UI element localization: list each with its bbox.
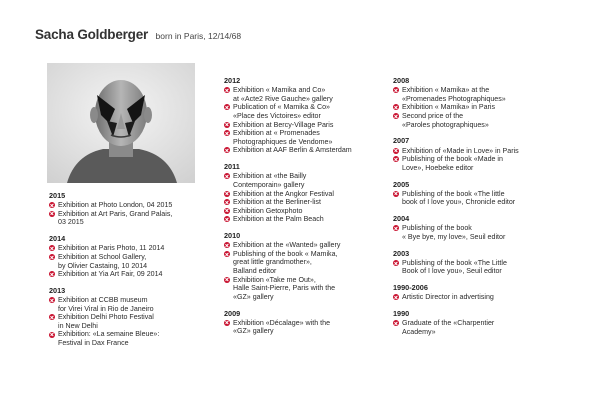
year-section <box>393 250 568 276</box>
item-text: Publication of « Mamika & Co» <box>233 103 330 112</box>
item-text: Publishing of the book « Mamika, <box>233 249 338 258</box>
red-x-circle-icon <box>49 202 55 208</box>
red-x-circle-icon <box>224 104 230 110</box>
timeline-item <box>224 103 384 120</box>
item-text: Second price of the <box>402 111 464 120</box>
item-text: «GZ» gallery <box>233 292 274 301</box>
timeline-item <box>49 201 219 210</box>
red-x-circle-icon <box>393 87 399 93</box>
item-text: Exhibition at School Gallery, <box>58 252 147 261</box>
year-heading: 2014 <box>49 234 66 244</box>
year-heading: 2005 <box>393 179 410 189</box>
year-section <box>49 287 219 348</box>
artist-name: Sacha Goldberger <box>35 27 149 42</box>
red-x-circle-icon <box>393 225 399 231</box>
item-text: Artistic Director in advertising <box>402 293 494 302</box>
red-x-circle-icon <box>49 211 55 217</box>
year-section <box>224 77 384 155</box>
timeline-item <box>224 121 384 130</box>
item-text: Exhibition at « Promenades <box>233 129 320 138</box>
timeline-item <box>393 224 568 241</box>
red-x-circle-icon <box>224 191 230 197</box>
timeline-item <box>224 241 384 250</box>
red-x-circle-icon <box>49 297 55 303</box>
item-text: Publishing of the book «The little <box>402 189 505 198</box>
timeline-item <box>393 155 568 172</box>
red-x-circle-icon <box>49 254 55 260</box>
item-text: «Paroles photographiques» <box>402 120 489 129</box>
item-text: Halle Saint-Pierre, Paris with the <box>233 284 336 293</box>
year-section <box>224 310 384 336</box>
red-x-circle-icon <box>49 271 55 277</box>
year-heading: 1990-2006 <box>393 283 428 293</box>
red-x-circle-icon <box>224 320 230 326</box>
red-x-circle-icon <box>224 122 230 128</box>
timeline-item <box>393 293 568 302</box>
bio-column-3 <box>393 77 568 345</box>
red-x-circle-icon <box>393 113 399 119</box>
timeline-item <box>49 296 219 313</box>
item-text: «GZ» gallery <box>233 327 274 336</box>
year-heading: 2015 <box>49 191 66 200</box>
bio-column-2 <box>224 77 384 344</box>
red-x-circle-icon <box>393 148 399 154</box>
item-text: for Virei Viral in Rio de Janeiro <box>58 304 154 313</box>
item-text: book of I love you», Chronicle editor <box>402 198 516 207</box>
year-heading: 2012 <box>224 76 241 85</box>
item-text: Exhibition at Photo London, 04 2015 <box>58 201 173 210</box>
year-heading: 2008 <box>393 76 410 85</box>
year-section <box>49 235 219 279</box>
item-text: «Promenades Photographiques» <box>402 94 506 103</box>
item-text: Publishing of the book «Made in <box>402 155 503 164</box>
timeline-item <box>49 330 219 347</box>
item-text: Publishing of the book <box>402 224 472 233</box>
year-heading: 2003 <box>393 248 410 258</box>
item-text: Exhibition at the «Wanted» gallery <box>233 241 341 250</box>
red-x-circle-icon <box>393 260 399 266</box>
portrait-photo <box>47 63 195 183</box>
item-text: Publishing of the book «The Little <box>402 258 507 267</box>
item-text: Graduate of the «Charpentier <box>402 319 495 328</box>
red-x-circle-icon <box>224 199 230 205</box>
timeline-item <box>393 319 568 336</box>
item-text: 03 2015 <box>58 218 84 227</box>
item-text: Exhibition: «La semaine Bleue»: <box>58 330 160 339</box>
item-text: Exhibition « Mamika and Co» <box>233 86 326 95</box>
item-text: « Bye bye, my love», Seuil editor <box>402 232 506 241</box>
year-section <box>49 192 219 227</box>
year-section <box>393 77 568 129</box>
red-x-circle-icon <box>393 156 399 162</box>
timeline-item <box>224 276 384 302</box>
timeline-item <box>393 103 568 112</box>
red-x-circle-icon <box>49 245 55 251</box>
item-text: Exhibition «Take me Out», <box>233 275 316 284</box>
item-text: Exhibition at Paris Photo, 11 2014 <box>58 244 165 253</box>
red-x-circle-icon <box>224 208 230 214</box>
timeline-item <box>224 190 384 199</box>
year-heading: 1990 <box>393 309 410 319</box>
red-x-circle-icon <box>224 173 230 179</box>
year-section <box>393 215 568 241</box>
item-text: Balland editor <box>233 267 277 276</box>
timeline-item <box>393 190 568 207</box>
year-heading: 2004 <box>393 214 410 224</box>
red-x-circle-icon <box>224 251 230 257</box>
item-text: by Olivier Castaing, 10 2014 <box>58 261 148 270</box>
timeline-item <box>393 259 568 276</box>
year-heading: 2011 <box>224 162 240 172</box>
year-heading: 2007 <box>393 136 410 146</box>
year-section <box>393 181 568 207</box>
item-text: in New Delhi <box>58 321 98 330</box>
item-text: Photographiques de Vendome» <box>233 137 333 146</box>
item-text: great little grandmother», <box>233 258 312 267</box>
timeline-item <box>224 250 384 276</box>
year-heading: 2009 <box>224 308 241 318</box>
timeline-item <box>49 244 219 253</box>
item-text: Exhibition « Mamika» at the <box>402 86 490 95</box>
timeline-item <box>224 86 384 103</box>
timeline-item <box>224 319 384 336</box>
red-x-circle-icon <box>393 320 399 326</box>
timeline-item <box>393 147 568 156</box>
year-section <box>224 163 384 224</box>
timeline-item <box>393 86 568 103</box>
item-text: Academy» <box>402 327 436 336</box>
timeline-item <box>224 215 384 224</box>
item-text: Exhibition at «the Bailly <box>233 172 307 181</box>
year-section <box>393 284 568 302</box>
red-x-circle-icon <box>224 277 230 283</box>
item-text: Exhibition at Art Paris, Grand Palais, <box>58 209 173 218</box>
year-section <box>393 137 568 172</box>
item-text: Exhibition at the Palm Beach <box>233 215 324 224</box>
item-text: Exhibition Delhi Photo Festival <box>58 313 154 322</box>
year-heading: 2010 <box>224 231 241 241</box>
item-text: Exhibition at the Berliner-list <box>233 198 321 207</box>
item-text: Exhibition at Yia Art Fair, 09 2014 <box>58 270 163 279</box>
red-x-circle-icon <box>49 332 55 338</box>
item-text: Love», Hoebeke editor <box>402 163 474 172</box>
red-x-circle-icon <box>224 130 230 136</box>
year-section <box>224 232 384 301</box>
timeline-item <box>49 270 219 279</box>
item-text: «Place des Victoires» editor <box>233 111 321 120</box>
item-text: Exhibition of «Made in Love» in Paris <box>402 146 519 155</box>
item-text: Exhibition Getoxphoto <box>233 206 303 215</box>
item-text: Book of I love you», Seuil editor <box>402 267 502 276</box>
timeline-item <box>224 146 384 155</box>
item-text: at «Acte2 Rive Gauche» gallery <box>233 94 333 103</box>
red-x-circle-icon <box>49 314 55 320</box>
red-x-circle-icon <box>393 104 399 110</box>
red-x-circle-icon <box>224 87 230 93</box>
red-x-circle-icon <box>224 147 230 153</box>
red-x-circle-icon <box>224 242 230 248</box>
item-text: Exhibition at the Angkor Festival <box>233 189 334 198</box>
page-header <box>35 26 241 44</box>
timeline-item <box>393 112 568 129</box>
red-x-circle-icon <box>393 191 399 197</box>
red-x-circle-icon <box>393 294 399 300</box>
year-section <box>393 310 568 336</box>
timeline-item <box>224 207 384 216</box>
timeline-item <box>224 172 384 189</box>
item-text: Exhibition at CCBB museum <box>58 296 148 305</box>
item-text: Exhibition « Mamika» in Paris <box>402 103 496 112</box>
timeline-item <box>49 210 219 227</box>
red-x-circle-icon <box>224 216 230 222</box>
birth-info: born in Paris, 12/14/68 <box>155 31 242 41</box>
item-text: Contemporain» gallery <box>233 180 305 189</box>
item-text: Festival in Dax France <box>58 339 129 348</box>
item-text: Exhibition at Bercy-Village Paris <box>233 120 334 129</box>
timeline-item <box>224 129 384 146</box>
item-text: Exhibition «Décalage» with the <box>233 318 331 327</box>
year-heading: 2013 <box>49 285 66 295</box>
bio-column-1 <box>49 192 219 356</box>
timeline-item <box>49 253 219 270</box>
item-text: Exhibition at AAF Berlin & Amsterdam <box>233 146 352 155</box>
timeline-item <box>224 198 384 207</box>
timeline-item <box>49 313 219 330</box>
